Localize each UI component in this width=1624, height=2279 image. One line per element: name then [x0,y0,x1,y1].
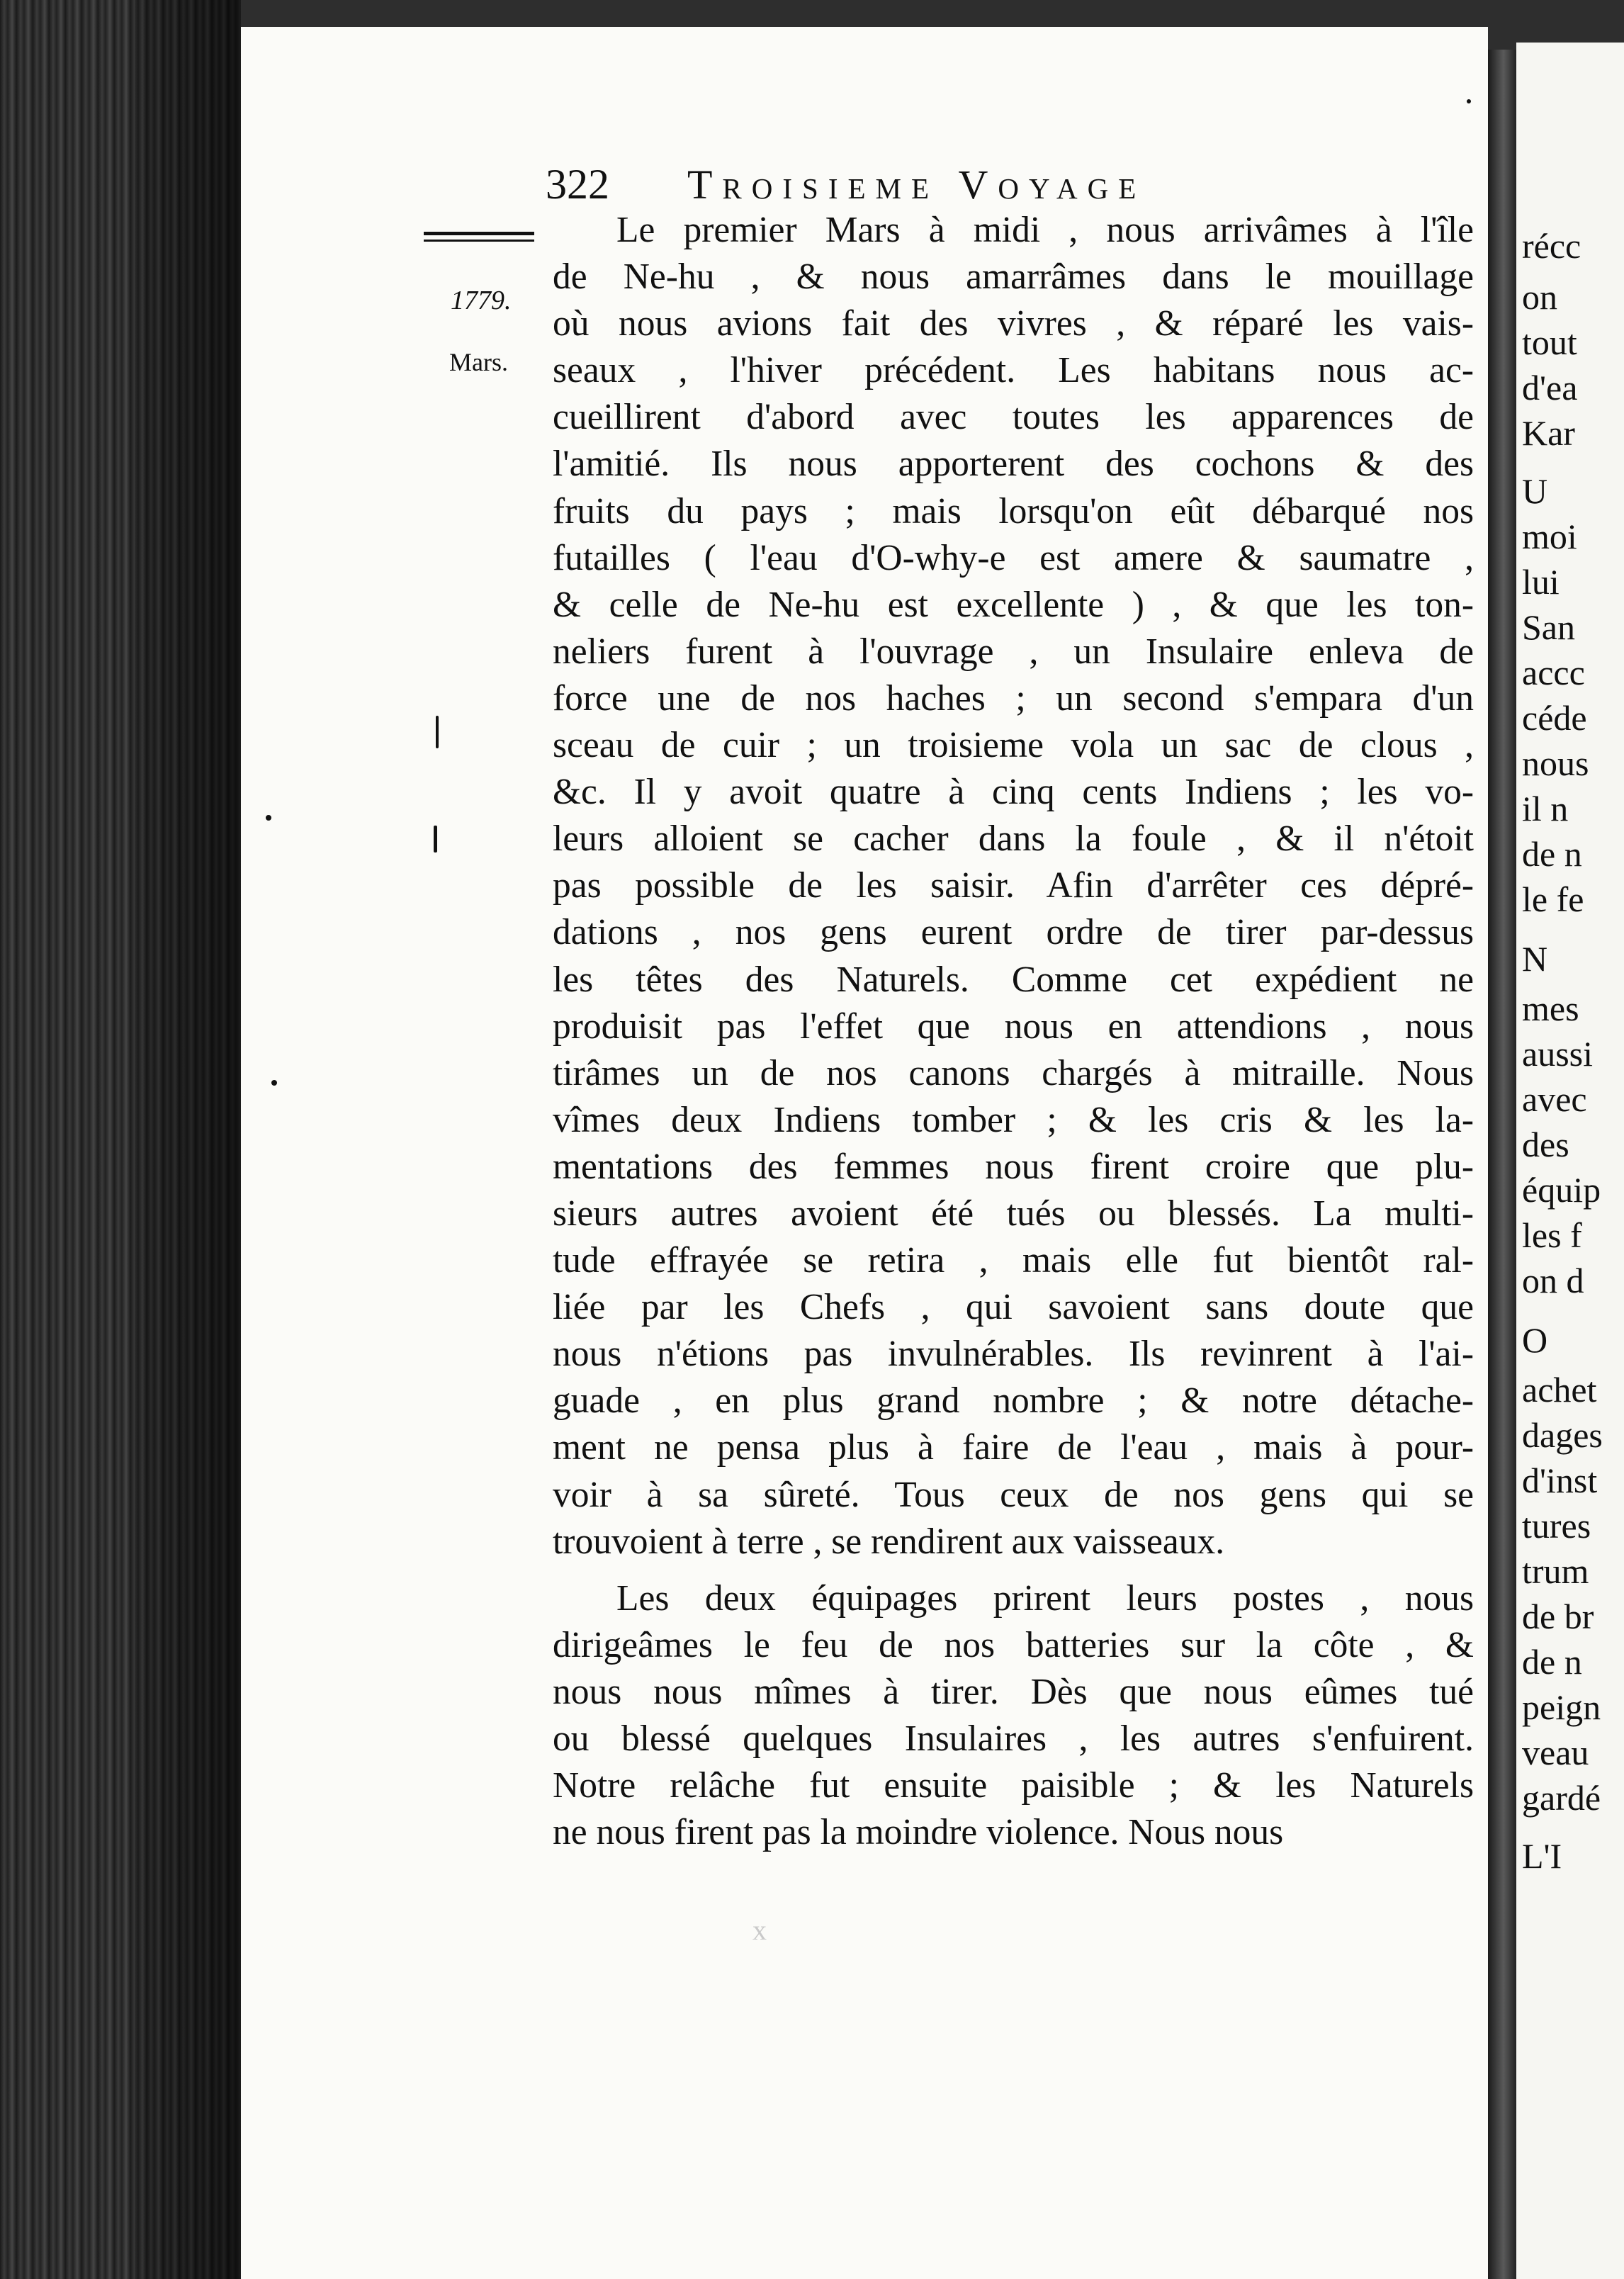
facing-page-fragment: moi [1522,517,1577,556]
facing-page-fragment: on d [1522,1261,1584,1300]
text-line: dations , nos gens eurent ordre de tirer par-dessus [553,912,1474,953]
facing-page-fragment: équip [1522,1170,1601,1210]
facing-page-fragment: de n [1522,834,1582,874]
paragraph-gap [553,1565,1474,1575]
facing-page-fragment: U [1522,471,1548,511]
text-line: voir à sa sûreté. Tous ceux de nos gens qui se [553,1474,1474,1515]
ink-speck [1467,99,1471,103]
book-spine-edge [0,0,241,2279]
text-line: les têtes des Naturels. Comme cet expédient ne [553,959,1474,1000]
facing-page-fragment: il n [1522,789,1569,828]
text-line: Le premier Mars à midi , nous arrivâmes à l'île [616,210,1474,250]
facing-page-fragment: on [1522,277,1557,317]
text-line: ne nous firent pas la moindre violence. Nous nous [553,1812,1284,1853]
facing-page-fragment: tout [1522,322,1577,362]
text-line: tirâmes un de nos canons chargés à mitraille. Nous [553,1052,1474,1093]
text-line: seaux , l'hiver précédent. Les habitans nous ac- [553,350,1474,391]
text-line: futailles ( l'eau d'O-why-e est amere & saumatre , [553,537,1474,578]
facing-page-fragment: aussi [1522,1034,1593,1074]
facing-page-fragment: N [1522,939,1548,979]
text-line: force une de nos haches ; un second s'empara d'un [553,677,1474,719]
text-line: sieurs autres avoient été tués ou blessés. La multi- [553,1193,1474,1234]
catchword: x [752,1914,767,1946]
text-line: dirigeâmes le feu de nos batteries sur la côte , & [553,1624,1474,1665]
facing-page-fragment: céde [1522,698,1587,738]
facing-page-fragment: récc [1522,226,1581,266]
facing-page-fragment: gardé [1522,1778,1601,1818]
page-number: 322 [546,161,609,208]
facing-page-fragment: achet [1522,1370,1597,1409]
facing-page-fragment: mes [1522,989,1579,1028]
text-line: & celle de Ne-hu est excellente ) , & que les ton- [553,584,1474,625]
facing-page-fragment: lui [1522,562,1560,602]
margin-note-year: 1779. [451,286,512,315]
text-line: sceau de cuir ; un troisieme vola un sac de clous , [553,725,1474,766]
text-line: liée par les Chefs , qui savoient sans doute que [553,1287,1474,1328]
text-line: où nous avions fait des vivres , & réparé les vais- [553,303,1474,344]
facing-page-fragment: San [1522,607,1575,647]
spine-shadow [135,0,241,2279]
text-line: vîmes deux Indiens tomber ; & les cris & les la- [553,1099,1474,1140]
facing-page-fragment: de n [1522,1642,1582,1682]
facing-page-fragment: trum [1522,1551,1589,1591]
margin-rule [424,232,534,242]
text-line: ment ne pensa plus à faire de l'eau , mais à pour- [553,1427,1474,1468]
margin-note-month: Mars. [449,348,508,376]
text-line: ou blessé quelques Insulaires , les autres s'enfuirent. [553,1718,1474,1759]
running-title: Troisieme Voyage [687,162,1146,208]
page-gutter [1488,50,1516,2279]
facing-page-fragment: dages [1522,1415,1603,1455]
facing-page-fragment: veau [1522,1733,1589,1772]
facing-page-fragment: accc [1522,653,1585,692]
facing-page-fragment: O [1522,1320,1548,1360]
text-line: tude effrayée se retira , mais elle fut bientôt ral- [553,1240,1474,1281]
text-line: mentations des femmes nous firent croire que plu- [553,1146,1474,1187]
body-text [553,207,1474,1856]
ink-speck [434,826,437,852]
text-line: de Ne-hu , & nous amarrâmes dans le mouillage [553,257,1474,298]
facing-page-fragment: nous [1522,743,1589,783]
text-line: fruits du pays ; mais lorsqu'on eût débarqué nos [553,490,1474,531]
text-line: produisit pas l'effet que nous en attendions , nous [553,1006,1474,1047]
facing-page-fragment: de br [1522,1597,1594,1636]
facing-page-fragment: d'ea [1522,368,1578,407]
running-header [546,160,1146,210]
text-line: pas possible de les saisir. Afin d'arrêter ces dépré- [553,865,1474,906]
ink-speck [271,1080,277,1086]
text-line: nous n'étions pas invulnérables. Ils revinrent à l'ai- [553,1334,1474,1375]
ink-speck [436,716,439,748]
text-line: nous nous mîmes à tirer. Dès que nous eûmes tué [553,1671,1474,1712]
facing-page-fragment: d'inst [1522,1461,1598,1500]
ink-speck [266,815,271,821]
text-line: l'amitié. Ils nous apporterent des cochons & des [553,444,1474,485]
facing-page-fragment: L'I [1522,1836,1562,1876]
text-line: Notre relâche fut ensuite paisible ; & les Naturels [553,1765,1474,1806]
text-line: trouvoient à terre , se rendirent aux vaisseaux. [553,1521,1225,1562]
facing-page-fragment: peign [1522,1687,1601,1727]
text-line: neliers furent à l'ouvrage , un Insulaire enleva de [553,631,1474,672]
facing-page [1516,43,1624,2279]
facing-page-fragment: les f [1522,1215,1582,1255]
text-line: &c. Il y avoit quatre à cinq cents Indiens ; les vo- [553,772,1474,813]
facing-page-fragment: avec [1522,1079,1587,1119]
text-line: Les deux équipages prirent leurs postes , nous [616,1577,1474,1619]
text-line: guade , en plus grand nombre ; & notre détache- [553,1380,1474,1422]
facing-page-fragment: Kar [1522,413,1575,453]
facing-page-fragment: le fe [1522,879,1584,919]
text-line: leurs alloient se cacher dans la foule , & il n'étoit [553,818,1474,860]
text-line: cueillirent d'abord avec toutes les apparences de [553,397,1474,438]
facing-page-fragment: des [1522,1125,1569,1164]
facing-page-fragment: tures [1522,1506,1591,1546]
